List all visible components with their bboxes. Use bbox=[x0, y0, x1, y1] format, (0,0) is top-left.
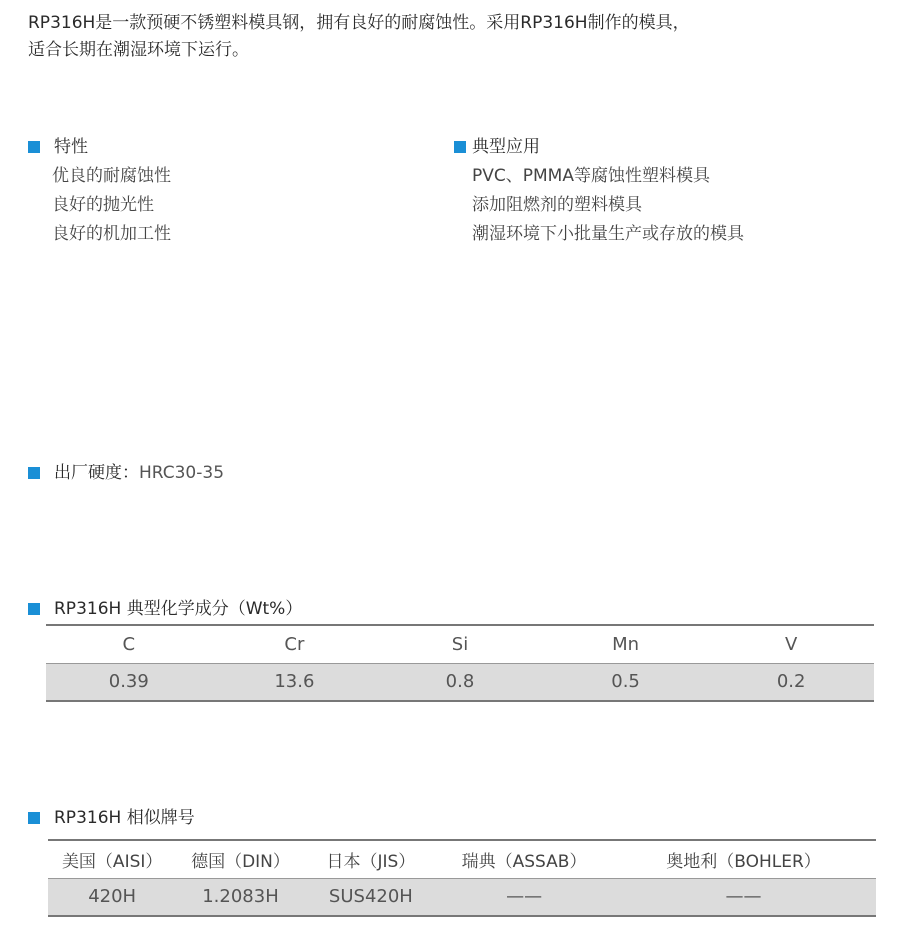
intro-line-1: RP316H是一款预硬不锈塑料模具钢，拥有良好的耐腐蚀性。采用RP316H制作的模具， bbox=[28, 13, 690, 33]
table-cell: 0.39 bbox=[46, 663, 212, 701]
applications-heading bbox=[454, 136, 540, 158]
intro-line-2: 适合长期在潮湿环境下运行。 bbox=[28, 40, 249, 60]
table-header-cell: Mn bbox=[612, 633, 640, 655]
square-bullet-icon bbox=[28, 467, 40, 479]
table-header-cell: C bbox=[122, 633, 136, 655]
table-header-cell: Si bbox=[451, 633, 469, 655]
table-cell: —— bbox=[437, 878, 611, 916]
table-cell: 13.6 bbox=[212, 663, 378, 701]
square-bullet-icon bbox=[28, 603, 40, 615]
hardness-label: 出厂硬度： bbox=[54, 463, 139, 483]
list-item: 良好的抛光性 bbox=[52, 195, 154, 215]
composition-table bbox=[46, 624, 874, 702]
features-list bbox=[52, 162, 171, 249]
table-header-cell: 日本（JIS） bbox=[326, 851, 416, 872]
equivalents-table bbox=[48, 839, 876, 917]
table-row bbox=[48, 878, 876, 916]
equivalents-heading bbox=[28, 807, 195, 829]
table-cell: —— bbox=[611, 878, 876, 916]
table-header-cell: 瑞典（ASSAB） bbox=[461, 851, 587, 872]
table-header-cell: 德国（DIN） bbox=[191, 851, 290, 872]
list-item: 优良的耐腐蚀性 bbox=[52, 166, 171, 186]
table-header-cell: 美国（AISI） bbox=[61, 851, 163, 872]
equivalents-title: RP316H 相似牌号 bbox=[54, 808, 195, 828]
table-cell: 0.5 bbox=[543, 663, 709, 701]
intro-paragraph bbox=[28, 10, 888, 64]
table-header-cell: V bbox=[785, 633, 798, 655]
composition-title: RP316H 典型化学成分（Wt%） bbox=[54, 599, 303, 619]
table-cell: 0.8 bbox=[377, 663, 543, 701]
table-header-row bbox=[48, 840, 876, 878]
composition-heading bbox=[28, 598, 302, 620]
features-heading bbox=[28, 136, 88, 158]
table-header-cell: 奥地利（BOHLER） bbox=[666, 851, 821, 872]
square-bullet-icon bbox=[28, 812, 40, 824]
features-title: 特性 bbox=[54, 137, 88, 157]
table-cell: 0.2 bbox=[708, 663, 874, 701]
square-bullet-icon bbox=[454, 141, 466, 153]
hardness-value: HRC30-35 bbox=[139, 463, 225, 483]
hardness-heading bbox=[28, 462, 224, 484]
list-item: 添加阻燃剂的塑料模具 bbox=[472, 195, 642, 215]
square-bullet-icon bbox=[28, 141, 40, 153]
table-cell: SUS420H bbox=[305, 878, 437, 916]
table-header-cell: Cr bbox=[284, 633, 305, 655]
list-item: 良好的机加工性 bbox=[52, 224, 171, 244]
list-item: PVC、PMMA等腐蚀性塑料模具 bbox=[472, 166, 710, 186]
applications-title: 典型应用 bbox=[472, 137, 540, 157]
list-item: 潮湿环境下小批量生产或存放的模具 bbox=[472, 224, 744, 244]
table-header-row bbox=[46, 625, 874, 663]
table-row bbox=[46, 663, 874, 701]
table-cell: 420H bbox=[48, 878, 176, 916]
table-cell: 1.2083H bbox=[176, 878, 304, 916]
applications-list bbox=[472, 162, 744, 249]
